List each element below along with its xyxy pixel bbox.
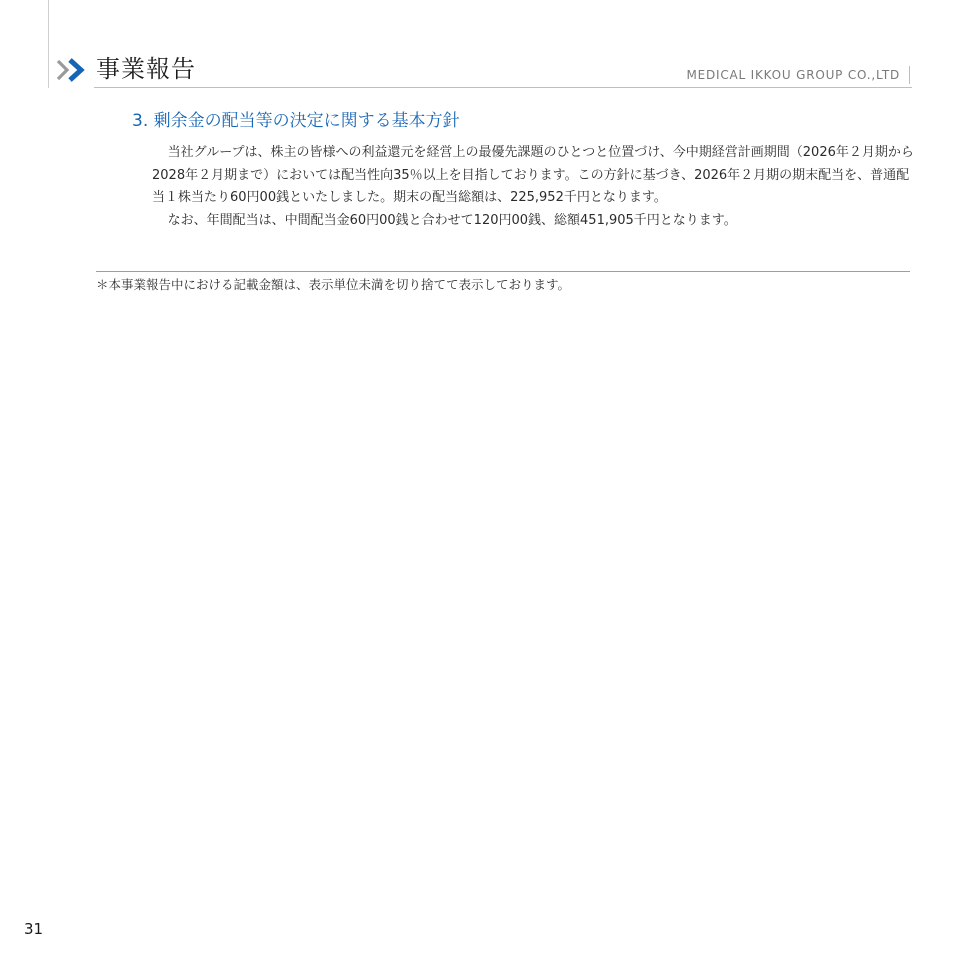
page-title: 事業報告 — [96, 55, 196, 83]
double-chevron-right-icon — [56, 58, 90, 82]
body-paragraph: 当社グループは、株主の皆様への利益還元を経営上の最優先課題のひとつと位置づけ、今中期経営計画期間（2026年２月期から2028年２月期まで）においては配当性向35％以上を目指しております。この方針に基づき、2026年２月期の期末配当を、普通配当１株当たり60円00銭といたしました。期末の配当総額は、225,952千円となります。 — [152, 145, 914, 206]
company-name: MEDICAL IKKOU GROUP CO.,LTD — [686, 68, 900, 82]
section-body — [152, 142, 914, 232]
page-number: 31 — [24, 920, 44, 938]
header-divider — [909, 66, 910, 84]
footnote: ＊本事業報告中における記載金額は、表示単位未満を切り捨てて表示しております。 — [96, 277, 571, 292]
header-underline — [94, 87, 912, 88]
section-divider — [96, 271, 910, 272]
page-header — [56, 52, 912, 88]
body-paragraph: なお、年間配当は、中間配当金60円00銭と合わせて120円00銭、総額451,905千円となります。 — [167, 212, 737, 228]
page-left-rule — [48, 0, 49, 88]
section-heading: 3. 剰余金の配当等の決定に関する基本方針 — [132, 111, 460, 131]
